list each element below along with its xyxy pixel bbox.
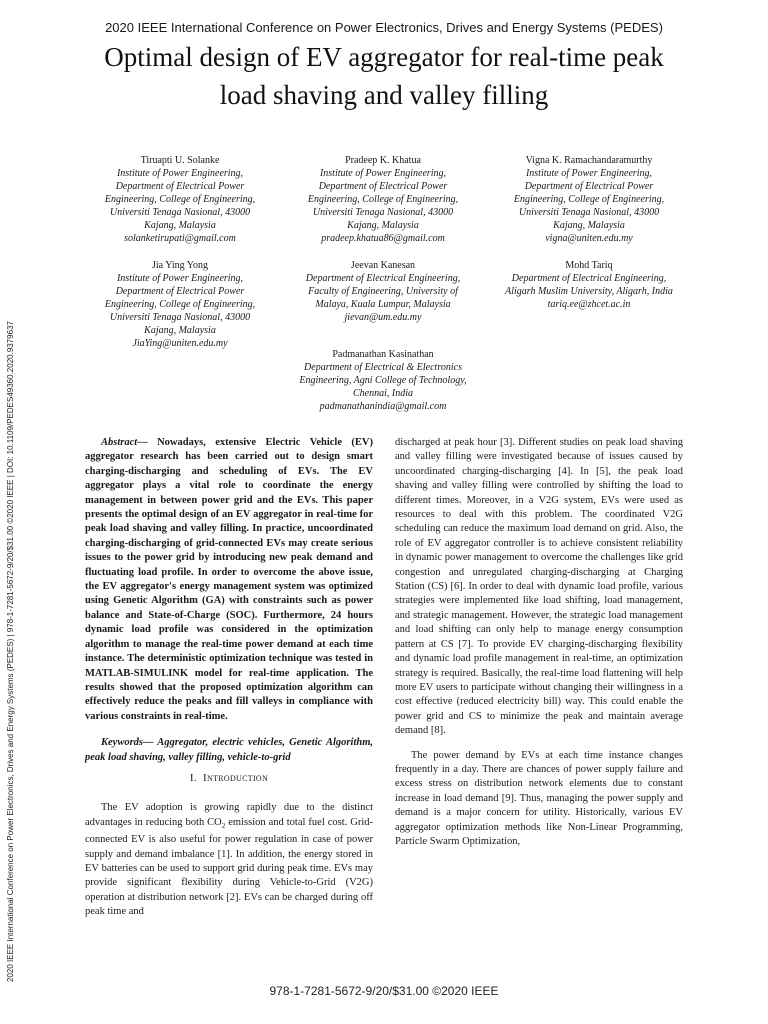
keywords: Keywords— Aggregator, electric vehicles, Genetic Algorithm, peak load shaving, valley filling, vehicle-to-grid [85,737,373,763]
author-name: Pradeep K. Khatua [345,155,421,166]
paper-title [40,38,728,114]
left-column [85,436,373,920]
author-affiliation: Institute of Power Engineering, Department of Electrical Power Engineering, College of Engineering, Universiti Tenaga Nasional, 43000 Kajang, Malaysia [513,168,665,231]
author-block [85,259,275,350]
author-name: Tiruapti U. Solanke [140,155,220,166]
section-number: I. [189,771,197,784]
conference-header: 2020 IEEE International Conference on Power Electronics, Drives and Energy Systems (PEDES) [105,20,663,35]
author-affiliation: Institute of Power Engineering, Department of Electrical Power Engineering, College of Engineering, Universiti Tenaga Nasional, 43000 Kajang, Malaysia [307,168,459,231]
author-email[interactable]: solanketirupati@gmail.com [124,233,236,244]
author-affiliation: Institute of Power Engineering, Department of Electrical Power Engineering, College of Engineering, Universiti Tenaga Nasional, 43000 Kajang, Malaysia [104,273,256,336]
title-line-2: load shaving and valley filling [219,80,549,110]
body-paragraph: The power demand by EVs at each time instance changes frequently in a day. There are chances of power supply failure and excess stress on distribution network elements due to constant increase in load demand [9]. Thus, managing the power supply and demand is a major concern for utility. Historically, various EV aggregator optimization methods like Non-Linear Programming, Particle Swarm Optimization, [395,749,683,847]
author-email[interactable]: jievan@um.edu.my [344,312,422,323]
author-name: Jia Ying Yong [151,260,209,271]
author-affiliation: Institute of Power Engineering, Department of Electrical Power Engineering, College of Engineering, Universiti Tenaga Nasional, 43000 Kajang, Malaysia [104,168,256,231]
author-block [489,259,689,311]
intro-text-b: emission and total fuel cost. Grid-connected EV is also useful for power regulation in case of power supply and demand imbalance [1]. In addition, the energy stored in EV batteries can be used to support grid during peak time. EVs may provide significant flexibility during Vehicle-to-Grid (V2G) operation at distribution network [2]. EVs can be charged during off peak time and [85,816,373,918]
author-email[interactable]: padmanathanindia@gmail.com [319,401,447,412]
author-email[interactable]: JiaYing@uniten.edu.my [132,338,228,349]
right-column [395,436,683,849]
author-block [288,154,478,245]
abstract-lead: Abstract [101,437,138,448]
author-name: Vigna K. Ramachandaramurthy [525,155,653,166]
section-title: Introduction [203,771,269,784]
author-name: Mohd Tariq [565,260,613,271]
author-affiliation: Department of Electrical Engineering, Faculty of Engineering, University of Malaya, Kuala Lumpur, Malaysia [305,273,461,310]
author-affiliation: Department of Electrical Engineering, Aligarh Muslim University, Aligarh, India [505,273,673,297]
intro-text-a: The EV adoption is growing rapidly due to the distinct advantages in reducing both CO [85,802,373,828]
author-name: Padmanathan Kasinathan [332,349,434,360]
author-email[interactable]: tariq.ee@zhcet.ac.in [547,299,631,310]
page-footer: 978-1-7281-5672-9/20/$31.00 ©2020 IEEE [269,984,499,998]
intro-paragraph [85,801,373,919]
abstract [85,436,373,724]
author-block [85,154,275,245]
section-heading [85,771,373,785]
title-line-1: Optimal design of EV aggregator for real-time peak [104,42,664,72]
author-email[interactable]: pradeep.khatua86@gmail.com [321,233,445,244]
author-block [288,259,478,324]
body-paragraph: discharged at peak hour [3]. Different studies on peak load shaving and valley filling were investigated because of issues caused by uncoordinated charging-discharging [4]. In [5], the peak load shaving and valley filling were controlled by shifting the load to different times. Moreover, in a V2G system, EVs were used as resources to deal with this problem. The coordinated V2G scheduling can reduce the maximum load demand on grid. Also, the role of EV aggregator controller is to achieve consistent reliability in dynamic power management to overcome the challenges like grid congestion and unregulated charging-discharging at Charging Station (CS) [6]. In order to deal with dynamic load profile, various strategies were implemented like load shifting, load management, and strategic management. However, the strategic load management and load shifting can only help to manage energy consumption pattern at CS [7]. To provide EV charging-discharging flexibility and dynamic load profile management in real-time, an optimization strategy is required. Basically, the real-time load flattening will help more EV users to participate without changing their willingness in a cost effective (reduced electricity bill) way. This could enable the power grid and CS to minimize the peak and maintain average demand [8]. [395,437,683,737]
abstract-text: — Nowadays, extensive Electric Vehicle (EV) aggregator research has been carried out to design smart charging-discharging and scheduling of EVs. The EV aggregator plays a vital role to coordinate the energy management in between power grid and the EVs. This paper presents the optimal design of an EV aggregator in real-time for peak load shaving and valley filling. In practice, uncoordinated charging-discharging of grid-connected EVs may create serious issues to the power grid by introducing new peak demand and fluctuating load profile. In order to overcome the above issue, the EV aggregator's energy management system was optimized using Genetic Algorithm (GA) with constraints such as power balance and State-of-Charge (SOC). Furthermore, 24 hours dynamic load profile was considered in the optimization algorithm to manage the real-time power demand at each time instance. The deterministic optimization technique was tested in MATLAB-SIMULINK model for real-time application. The results showed that the proposed optimization algorithm can effectively reduce the peaks and fill valleys in compliance with various constraints in real-time. [85,437,373,722]
author-name: Jeevan Kanesan [350,260,416,271]
author-block [281,348,485,413]
author-email[interactable]: vigna@uniten.edu.my [545,233,633,244]
author-affiliation: Department of Electrical & Electronics Engineering, Agni College of Technology, Chennai, India [299,362,467,399]
co2-subscript: 2 [221,821,226,830]
side-doi-text: 2020 IEEE International Conference on Power Electronics, Drives and Energy Systems (PEDES) | 978-1-7281-5672-9/20/$31.00 ©2020 IEEE | DOI: 10.1109/PEDES49360.2020.9379637 [6,321,15,982]
author-block [494,154,684,245]
